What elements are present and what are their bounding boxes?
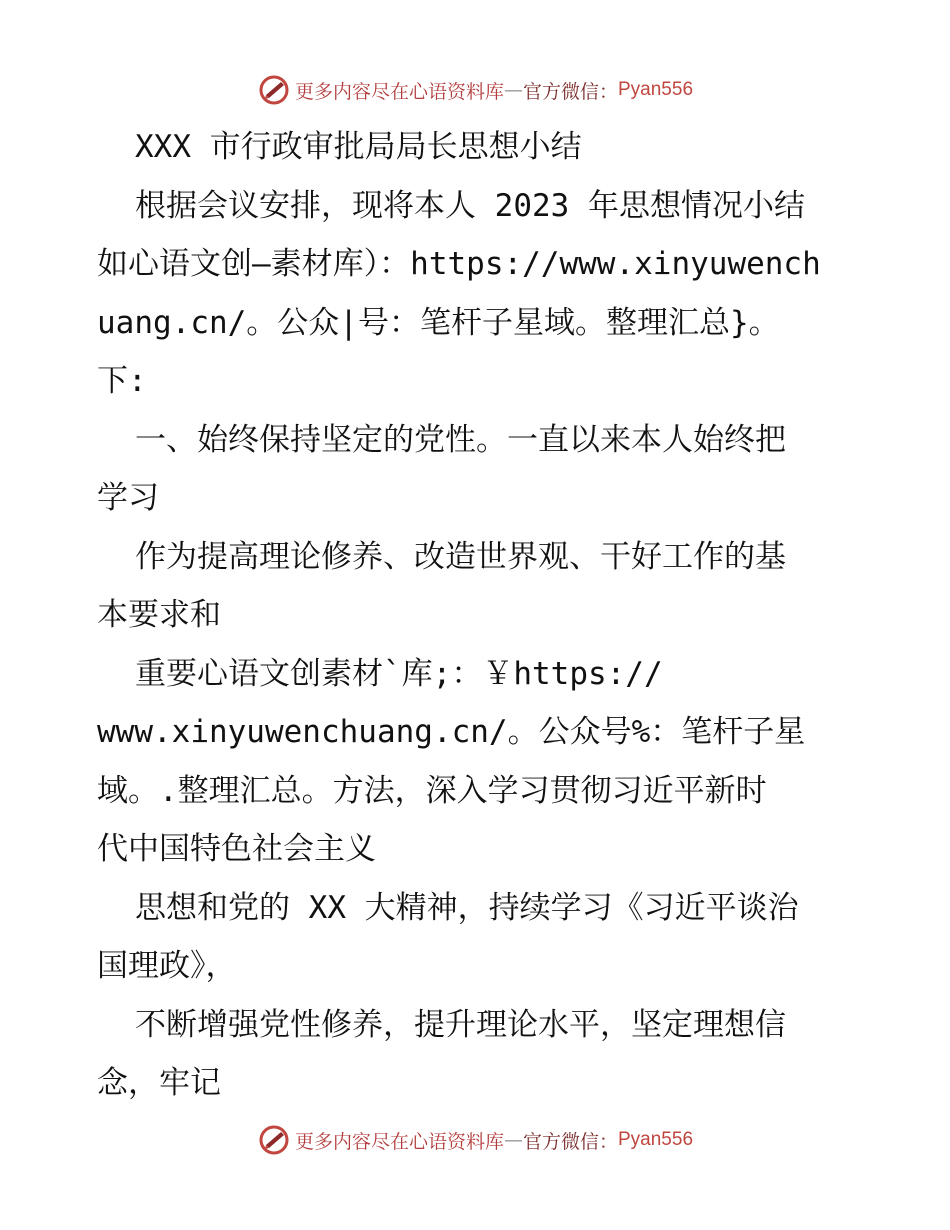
text-line: 代中国特色社会主义 [97, 831, 376, 867]
banner-text: 更多内容尽在心语资料库 [294, 1130, 504, 1153]
banner-separator: — [503, 79, 523, 101]
banner-wechat-id: Pyan556 [618, 1129, 694, 1150]
text-line: 如心语文创—素材库）：https://www.xinyuwench [97, 246, 821, 282]
text-line: 本要求和 [97, 597, 221, 633]
text-line: XXX 市行政审批局局长思想小结 [135, 129, 582, 165]
text-line: 学习 [97, 480, 159, 516]
banner-separator: — [503, 1129, 523, 1151]
text-line: 思想和党的 XX 大精神，持续学习《习近平谈治 [135, 889, 799, 926]
text-line: 重要心语文创素材`库;：￥https:// [135, 655, 663, 692]
text-line: 国理政》， [97, 948, 237, 984]
header-watermark [0, 70, 950, 110]
footer-watermark [0, 1120, 950, 1160]
document-body [97, 118, 857, 1113]
text-line: 不断增强党性修养，提升理论水平，坚定理想信 [135, 1006, 786, 1043]
text-line: uang.cn/。公众|号：笔杆子星域。整理汇总}。 [97, 304, 780, 341]
brand-logo-icon [257, 1123, 291, 1157]
text-line: 作为提高理论修养、改造世界观、干好工作的基 [135, 538, 786, 575]
banner-label: 官方微信： [522, 80, 618, 103]
text-line: 一、始终保持坚定的党性。一直以来本人始终把 [135, 421, 786, 458]
text-line: 下: [97, 363, 147, 399]
banner-wechat-id: Pyan556 [618, 79, 694, 100]
banner-label: 官方微信： [522, 1130, 618, 1153]
text-line: 根据会议安排，现将本人 2023 年思想情况小结 [135, 187, 805, 224]
text-line: 念，牢记 [97, 1065, 221, 1101]
banner-text: 更多内容尽在心语资料库 [294, 80, 504, 103]
brand-logo-icon [257, 73, 291, 107]
text-line: 域。.整理汇总。方法，深入学习贯彻习近平新时 [97, 772, 767, 809]
text-line: www.xinyuwenchuang.cn/。公众号%：笔杆子星 [97, 714, 806, 750]
